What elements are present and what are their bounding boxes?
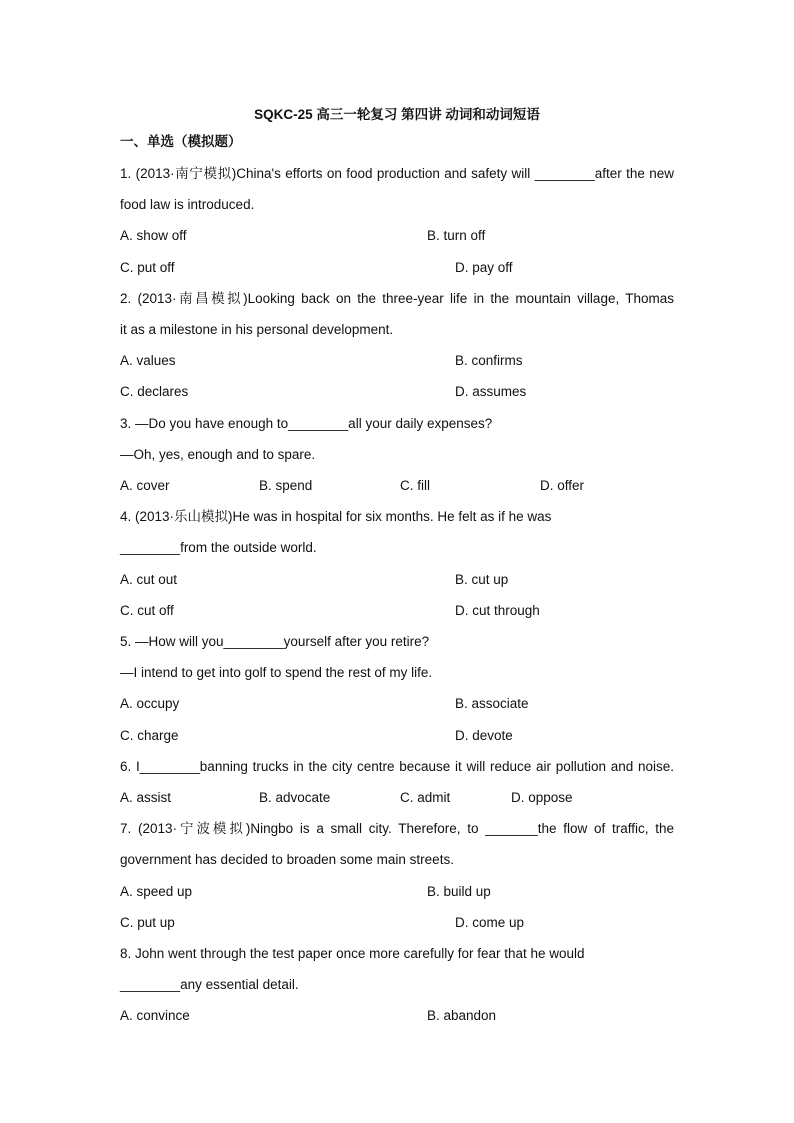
question-3-option-c: C. fill xyxy=(400,478,430,493)
question-6-option-a: A. assist xyxy=(120,790,172,805)
question-8-stem: 8. John went through the test paper once more carefully for fear that he would xyxy=(120,946,585,961)
question-4-option-b: B. cut up xyxy=(455,572,509,587)
question-3-stem-cont: —Oh, yes, enough and to spare. xyxy=(120,447,316,462)
question-1-option-d: D. pay off xyxy=(455,260,513,275)
question-1-option-c: C. put off xyxy=(120,260,175,275)
question-2-stem-cont: it as a milestone in his personal development. xyxy=(120,322,394,337)
question-3-option-d: D. offer xyxy=(540,478,585,493)
question-5-option-a: A. occupy xyxy=(120,696,180,711)
question-7-stem: 7. (2013·宁波模拟)Ningbo is a small city. Therefore, to _______the flow of traffic, the xyxy=(120,821,674,836)
question-3-option-a: A. cover xyxy=(120,478,170,493)
question-1-stem: 1. (2013·南宁模拟)China's efforts on food production and safety will ________after the new xyxy=(120,166,674,181)
question-6-option-c: C. admit xyxy=(400,790,451,805)
question-6-option-d: D. oppose xyxy=(511,790,573,805)
question-7-option-d: D. come up xyxy=(455,915,525,930)
question-2-option-d: D. assumes xyxy=(455,384,527,399)
question-4-option-c: C. cut off xyxy=(120,603,174,618)
section-heading: 一、单选（模拟题） xyxy=(120,134,242,149)
question-2-option-a: A. values xyxy=(120,353,176,368)
question-8-option-b: B. abandon xyxy=(427,1008,497,1023)
question-5-option-d: D. devote xyxy=(455,728,513,743)
question-7-stem-cont: government has decided to broaden some main streets. xyxy=(120,852,454,867)
question-5-stem: 5. —How will you________yourself after you retire? xyxy=(120,634,430,649)
question-8-option-a: A. convince xyxy=(120,1008,190,1023)
question-5-option-b: B. associate xyxy=(455,696,529,711)
question-4-option-a: A. cut out xyxy=(120,572,178,587)
question-3-option-b: B. spend xyxy=(259,478,313,493)
question-4-stem: 4. (2013·乐山模拟)He was in hospital for six months. He felt as if he was xyxy=(120,509,552,524)
question-1-option-a: A. show off xyxy=(120,228,187,243)
question-7-option-b: B. build up xyxy=(427,884,491,899)
question-2-option-b: B. confirms xyxy=(455,353,523,368)
question-2-stem: 2. (2013·南昌模拟)Looking back on the three-year life in the mountain village, Thomas xyxy=(120,291,674,306)
question-7-option-c: C. put up xyxy=(120,915,175,930)
question-8-stem-cont: ________any essential detail. xyxy=(120,977,299,992)
document-title: SQKC-25 高三一轮复习 第四讲 动词和动词短语 xyxy=(254,107,540,122)
question-5-option-c: C. charge xyxy=(120,728,179,743)
question-6-option-b: B. advocate xyxy=(259,790,331,805)
question-1-stem-cont: food law is introduced. xyxy=(120,197,255,212)
question-5-stem-cont: —I intend to get into golf to spend the rest of my life. xyxy=(120,665,433,680)
question-2-option-c: C. declares xyxy=(120,384,189,399)
question-6-stem: 6. I________banning trucks in the city centre because it will reduce air pollution and noise. xyxy=(120,759,674,774)
question-7-option-a: A. speed up xyxy=(120,884,193,899)
question-1-option-b: B. turn off xyxy=(427,228,486,243)
question-4-stem-cont: ________from the outside world. xyxy=(120,540,317,555)
question-4-option-d: D. cut through xyxy=(455,603,540,618)
question-3-stem: 3. —Do you have enough to________all your daily expenses? xyxy=(120,416,493,431)
